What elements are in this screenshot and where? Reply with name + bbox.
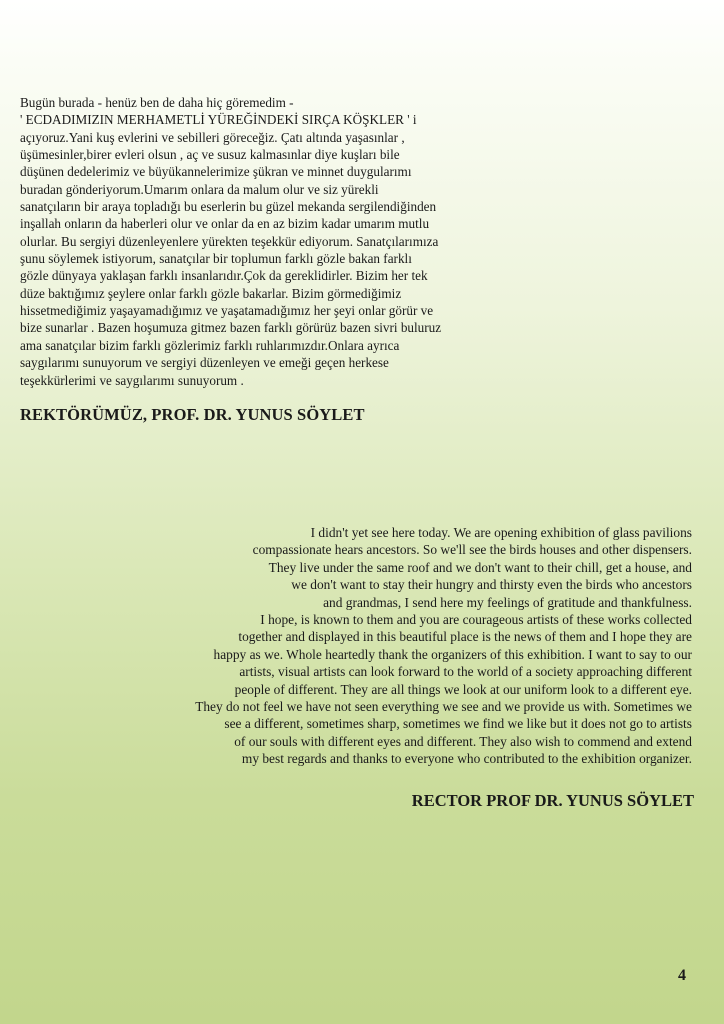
text-line: my best regards and thanks to everyone who contributed to the exhibition organizer. bbox=[241, 751, 692, 767]
text-line: teşekkürlerimi ve saygılarımı sunuyorum . bbox=[20, 372, 244, 388]
text-line: Bugün burada - henüz ben de daha hiç göremedim - bbox=[20, 95, 294, 110]
text-line: of our souls with different eyes and different. They also wish to commend and extend bbox=[234, 733, 692, 749]
text-line: I didn't yet see here today. We are opening exhibition of glass pavilions bbox=[310, 525, 692, 540]
text-line: üşümesinler,birer evleri olsun , aç ve susuz kalmasınlar diye kuşları bile bbox=[20, 147, 400, 163]
text-line: we don't want to stay their hungry and thirsty even the birds who ancestors bbox=[291, 577, 692, 593]
text-line: ama sanatçılar bizim farklı gözlerimiz farklı ruhlarımızdır.Onlara ayrıca bbox=[20, 337, 400, 353]
text-line: compassionate hears ancestors. So we'll see the birds houses and other dispensers. bbox=[252, 542, 692, 558]
text-line: düze baktığımız şeylere onlar farklı gözle bakarlar. Bizim görmediğimiz bbox=[20, 285, 402, 301]
text-line: see a different, sometimes sharp, sometimes we find we like but it does not go to artists bbox=[224, 716, 692, 732]
text-line: gözle dünyaya yaklaşan farklı insanlarıdır.Çok da gereklidirler. Bizim her tek bbox=[20, 268, 428, 284]
text-line: düşünen dedelerimiz ve büyükannelerimize şükran ve minnet duygularımı bbox=[20, 164, 412, 180]
text-line: buradan gönderiyorum.Umarım onlara da malum olur ve siz yürekli bbox=[20, 181, 379, 197]
english-paragraph bbox=[132, 524, 692, 768]
text-line: I hope, is known to them and you are courageous artists of these works collected bbox=[260, 612, 692, 628]
text-line: people of different. They are all things we look at our uniform look to a different eye. bbox=[234, 681, 692, 697]
text-line: hissetmediğimiz yaşayamadığımız ve yaşatamadığımız her şeyi onlar görür ve bbox=[20, 303, 434, 319]
turkish-paragraph bbox=[20, 94, 500, 389]
text-line: They do not feel we have not seen everything we see and we provide us with. Sometimes we bbox=[195, 699, 692, 715]
turkish-signature: REKTÖRÜMÜZ, PROF. DR. YUNUS SÖYLET bbox=[20, 405, 365, 424]
text-line: açıyoruz.Yani kuş evlerini ve sebilleri göreceğiz. Çatı altında yaşasınlar , bbox=[20, 129, 405, 145]
text-line: and grandmas, I send here my feelings of gratitude and thankfulness. bbox=[323, 594, 692, 610]
text-line: inşallah onların da haberleri olur ve onlar da en az bizim kadar umarım mutlu bbox=[20, 216, 430, 232]
text-line: saygılarımı sunuyorum ve sergiyi düzenleyen ve emeği geçen herkese bbox=[20, 355, 389, 371]
text-line: artists, visual artists can look forward to the world of a society approaching different bbox=[239, 664, 692, 680]
text-line: olurlar. Bu sergiyi düzenleyenlere yürekten teşekkür ediyorum. Sanatçılarımıza bbox=[20, 233, 439, 249]
text-line: bize sunarlar . Bazen hoşumuza gitmez bazen farklı görürüz bazen sivri buluruz bbox=[20, 320, 442, 336]
text-line: sanatçıların bir araya topladığı bu eserlerin bu güzel mekanda sergilendiğinden bbox=[20, 199, 437, 215]
english-signature: RECTOR PROF DR. YUNUS SÖYLET bbox=[411, 791, 694, 810]
text-line: together and displayed in this beautiful place is the news of them and I hope they are bbox=[238, 629, 692, 645]
text-line: ' ECDADIMIZIN MERHAMETLİ YÜREĞİNDEKİ SIRÇA KÖŞKLER ' i bbox=[20, 112, 417, 128]
text-line: happy as we. Whole heartedly thank the organizers of this exhibition. I want to say to our bbox=[213, 646, 692, 662]
text-line: They live under the same roof and we don't want to their chill, get a house, and bbox=[268, 559, 692, 575]
page-number: 4 bbox=[678, 967, 686, 984]
text-line: şunu söylemek istiyorum, sanatçılar bir toplumun farklı gözle bakan farklı bbox=[20, 251, 412, 267]
